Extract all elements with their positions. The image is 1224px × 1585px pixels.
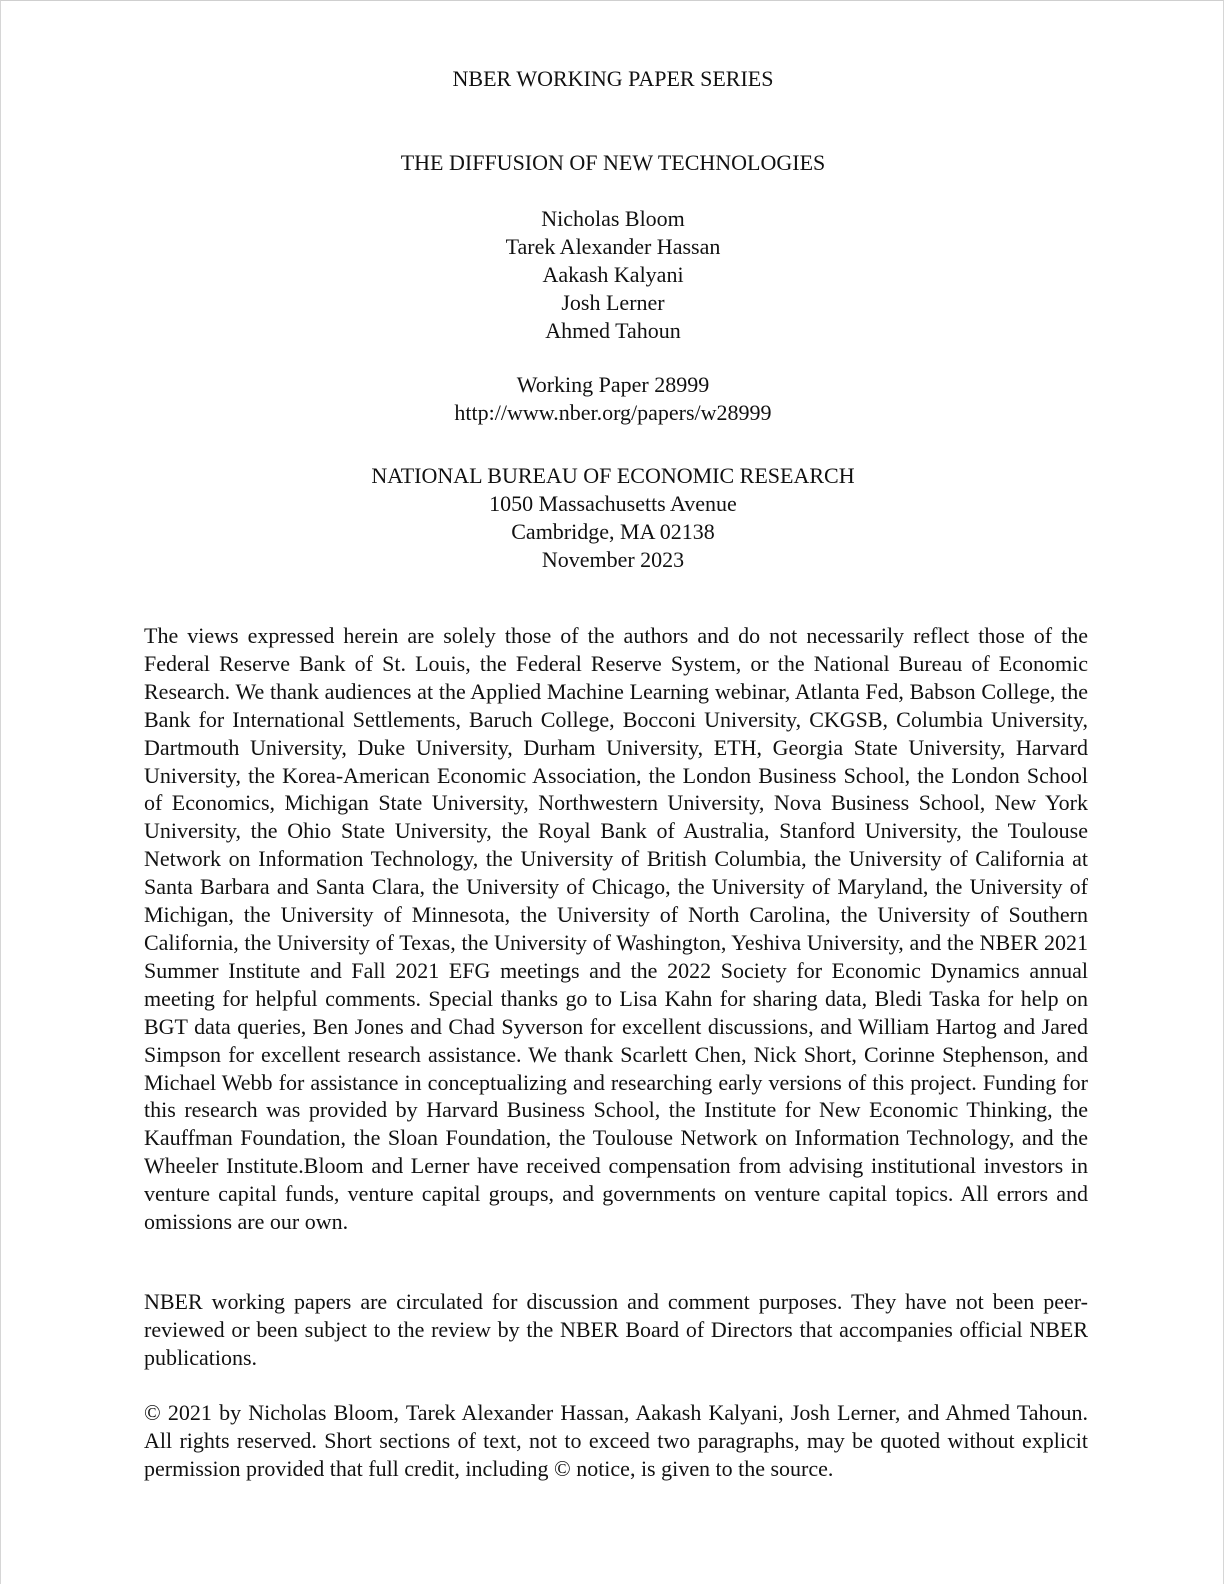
author-name: Aakash Kalyani [542, 262, 684, 287]
working-paper-number: Working Paper 28999 [516, 372, 710, 397]
publication-date: November 2023 [541, 547, 685, 572]
institution-name: NATIONAL BUREAU OF ECONOMIC RESEARCH [371, 463, 855, 488]
author-name: Ahmed Tahoun [545, 318, 681, 343]
working-paper-url: http://www.nber.org/papers/w28999 [454, 400, 772, 425]
institution-block [1, 462, 1224, 574]
acknowledgments-paragraph: The views expressed herein are solely those of the authors and do not necessarily reflect those of the Federal Reserve Bank of St. Louis, the Federal Reserve System, or the National Bureau of Economic Research. We thank audiences at the Applied Machine Learning webinar, Atlanta Fed, Babson College, the Bank for International Settlements, Baruch College, Bocconi University, CKGSB, Columbia University, Dartmouth University, Duke University, Durham University, ETH, Georgia State University, Harvard University, the Korea-American Economic Association, the London Business School, the London School of Economics, Michigan State University, Northwestern University, Nova Business School, New York University, the Ohio State University, the Royal Bank of Australia, Stanford University, the Toulouse Network on Information Technology, the University of British Columbia, the University of California at Santa Barbara and Santa Clara, the University of Chicago, the University of Maryland, the University of Michigan, the University of Minnesota, the University of North Carolina, the University of Southern California, the University of Texas, the University of Washington, Yeshiva University, and the NBER 2021 Summer Institute and Fall 2021 EFG meetings and the 2022 Society for Economic Dynamics annual meeting for helpful comments. Special thanks go to Lisa Kahn for sharing data, Bledi Taska for help on BGT data queries, Ben Jones and Chad Syverson for excellent discussions, and William Hartog and Jared Simpson for excellent research assistance. We thank Scarlett Chen, Nick Short, Corinne Stephenson, and Michael Webb for assistance in conceptualizing and researching early versions of this project. Funding for this research was provided by Harvard Business School, the Institute for New Economic Thinking, the Kauffman Foundation, the Sloan Foundation, the Toulouse Network on Information Technology, and the Wheeler Institute.Bloom and Lerner have received compensation from advising institutional investors in venture capital funds, venture capital groups, and governments on venture capital topics. All errors and omissions are our own. [144, 623, 1088, 1235]
circulation-note-paragraph: NBER working papers are circulated for discussion and comment purposes. They have not been peer-reviewed or been subject to the review by the NBER Board of Directors that accompanies official NBER publications. [144, 1289, 1088, 1370]
institution-street: 1050 Massachusetts Avenue [489, 491, 737, 516]
author-name: Nicholas Bloom [541, 206, 685, 231]
copyright-paragraph: © 2021 by Nicholas Bloom, Tarek Alexander Hassan, Aakash Kalyani, Josh Lerner, and Ahmed Tahoun. All rights reserved. Short sections of text, not to exceed two paragraphs, may be quoted without explicit permission provided that full credit, including © notice, is given to the source. [144, 1400, 1088, 1481]
author-name: Josh Lerner [561, 290, 665, 315]
paper-title: THE DIFFUSION OF NEW TECHNOLOGIES [400, 150, 826, 175]
author-name: Tarek Alexander Hassan [505, 234, 721, 259]
working-paper-info [1, 371, 1224, 427]
paper-page [1, 1, 1224, 1585]
series-title: NBER WORKING PAPER SERIES [452, 66, 774, 91]
institution-city: Cambridge, MA 02138 [511, 519, 715, 544]
author-list [1, 205, 1224, 345]
